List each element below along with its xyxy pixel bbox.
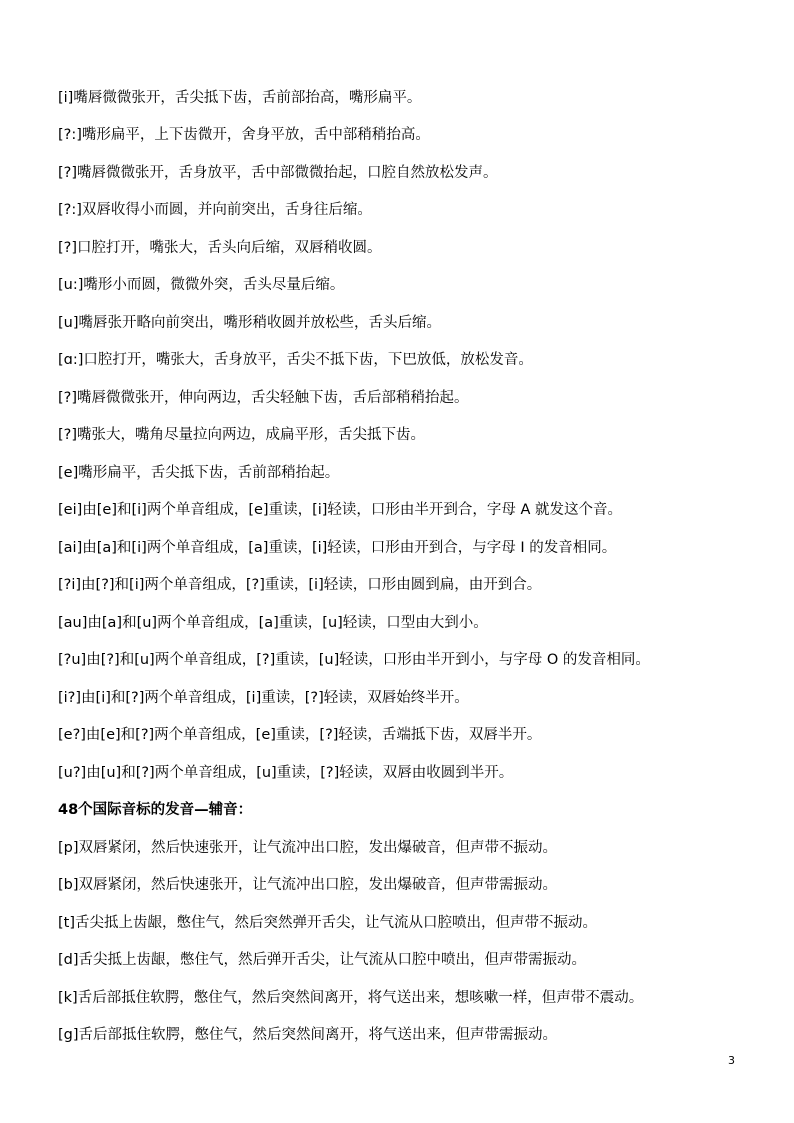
consonant-line: [p]双唇紧闭，然后快速张开，让气流冲出口腔，发出爆破音，但声带不振动。 — [58, 840, 558, 856]
vowel-line: [?:]双唇收得小而圆，并向前突出，舌身往后缩。 — [58, 202, 372, 218]
consonant-line: [t]舌尖抵上齿龈，憋住气，然后突然弹开舌尖，让气流从口腔喷出，但声带不振动。 — [58, 915, 597, 931]
diphthong-line: [u?]由[u]和[?]两个单音组成，[u]重读，[?]轻读，双唇由收圆到半开。 — [58, 765, 514, 781]
diphthong-line: [ai]由[a]和[i]两个单音组成，[a]重读，[i]轻读，口形由开到合，与字母 I 的发音相同。 — [58, 540, 617, 556]
vowel-line: [?]嘴唇微微张开，伸向两边，舌尖轻触下齿，舌后部稍稍抬起。 — [58, 390, 469, 406]
consonant-line: [b]双唇紧闭，然后快速张开，让气流冲出口腔，发出爆破音，但声带需振动。 — [58, 877, 558, 893]
diphthong-line: [au]由[a]和[u]两个单音组成，[a]重读，[u]轻读，口型由大到小。 — [58, 615, 488, 631]
consonant-line: [d]舌尖抵上齿龈，憋住气，然后弹开舌尖，让气流从口腔中喷出，但声带需振动。 — [58, 952, 587, 968]
vowel-line: [u]嘴唇张开略向前突出，嘴形稍收圆并放松些，舌头后缩。 — [58, 315, 442, 331]
diphthong-line: [ei]由[e]和[i]两个单音组成，[e]重读，[i]轻读，口形由半开到合，字母 A 就发这个音。 — [58, 502, 623, 518]
diphthong-line: [i?]由[i]和[?]两个单音组成，[i]重读，[?]轻读，双唇始终半开。 — [58, 690, 469, 706]
vowel-line: [u:]嘴形小而圆，微微外突，舌头尽量后缩。 — [58, 277, 345, 293]
vowel-line: [?]口腔打开，嘴张大，舌头向后缩，双唇稍收圆。 — [58, 240, 382, 256]
vowel-line: [e]嘴形扁平，舌尖抵下齿，舌前部稍抬起。 — [58, 465, 340, 481]
vowel-line: [?]嘴唇微微张开，舌身放平，舌中部微微抬起，口腔自然放松发声。 — [58, 165, 498, 181]
vowel-line: [?]嘴张大，嘴角尽量拉向两边，成扁平形，舌尖抵下齿。 — [58, 427, 426, 443]
page-number: 3 — [728, 1054, 735, 1067]
vowel-line: [ɑ:]口腔打开，嘴张大，舌身放平，舌尖不抵下齿，下巴放低，放松发音。 — [58, 352, 533, 368]
diphthong-line: [e?]由[e]和[?]两个单音组成，[e]重读，[?]轻读，舌端抵下齿，双唇半开。 — [58, 727, 542, 743]
diphthong-line: [?u]由[?]和[u]两个单音组成，[?]重读，[u]轻读，口形由半开到小，与字母 O 的发音相同。 — [58, 652, 650, 668]
vowel-line: [i]嘴唇微微张开，舌尖抵下齿，舌前部抬高，嘴形扁平。 — [58, 90, 422, 106]
section-heading-consonants: 48个国际音标的发音—辅音： — [58, 802, 253, 818]
vowel-line: [?:]嘴形扁平，上下齿微开，舍身平放，舌中部稍稍抬高。 — [58, 127, 430, 143]
consonant-line: [g]舌后部抵住软腭，憋住气，然后突然间离开，将气送出来，但声带需振动。 — [58, 1027, 558, 1043]
diphthong-line: [?i]由[?]和[i]两个单音组成，[?]重读，[i]轻读，口形由圆到扁，由开到合。 — [58, 577, 542, 593]
consonant-line: [k]舌后部抵住软腭，憋住气，然后突然间离开，将气送出来，想咳嗽一样，但声带不震动。 — [58, 990, 644, 1006]
